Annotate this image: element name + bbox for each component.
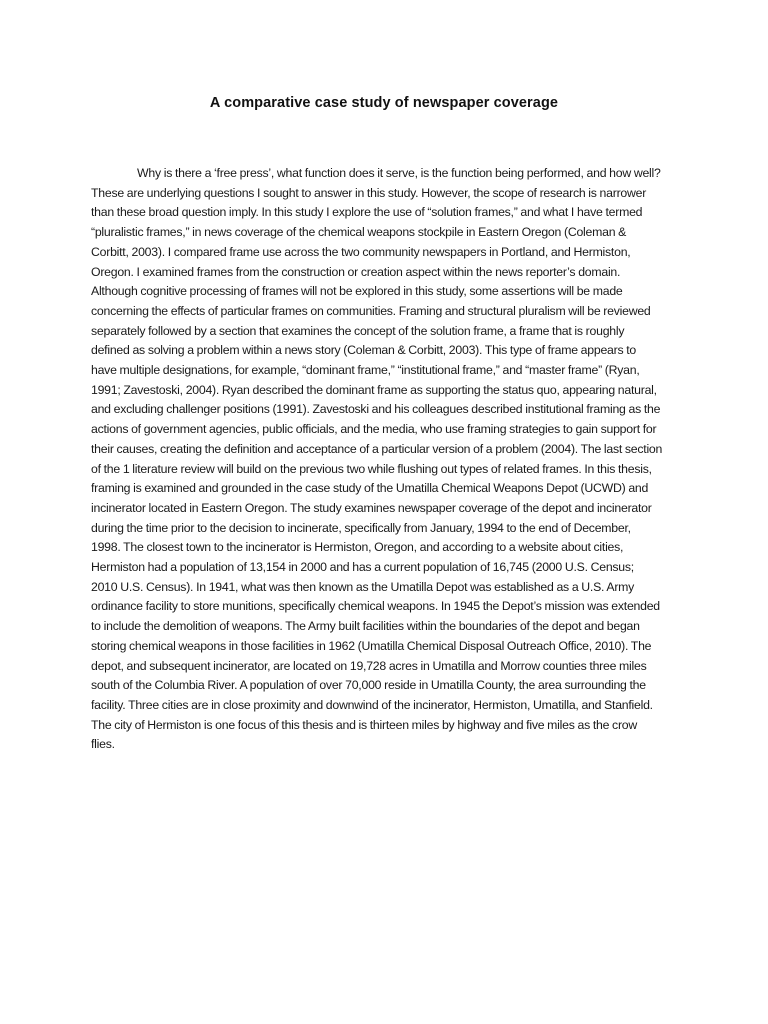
body-paragraph: Why is there a ‘free press’, what function does it serve, is the function being performed, and how well? These are underlying questions I sought to answer in this study. However, the scope of research is narrower than these broad question imply. In this study I explore the use of “solution frames,” and what I have termed “pluralistic frames,” in news coverage of the chemical weapons stockpile in Eastern Oregon (Coleman & Corbitt, 2003). I compared frame use across the two community newspapers in Portland, and Hermiston, Oregon. I examined frames from the construction or creation aspect within the news reporter’s domain. Although cognitive processing of frames will not be explored in this study, some assertions will be made concerning the effects of particular frames on communities. Framing and structural pluralism will be reviewed separately followed by a section that examines the concept of the solution frame, a frame that is roughly defined as solving a problem within a news story (Coleman & Corbitt, 2003). This type of frame appears to have multiple designations, for example, “dominant frame,” “institutional frame,” and “master frame” (Ryan, 1991; Zavestoski, 2004). Ryan described the dominant frame as supporting the status quo, appearing natural, and excluding challenger positions (1991). Zavestoski and his colleagues described institutional framing as the actions of government agencies, public officials, and the media, who use framing strategies to gain support for their causes, creating the definition and acceptance of a particular version of a problem (2004). The last section of the 1 literature review will build on the previous two while flushing out types of related frames. In this thesis, framing is examined and grounded in the case study of the Umatilla Chemical Weapons Depot (UCWD) and incinerator located in Eastern Oregon. The study examines newspaper coverage of the depot and incinerator during the time prior to the decision to incinerate, specifically from January, 1994 to the end of December, 1998. The closest town to the incinerator is Hermiston, Oregon, and according to a website about cities, Hermiston had a population of 13,154 in 2000 and has a current population of 16,745 (2000 U.S. Census; 2010 U.S. Census). In 1941, what was then known as the Umatilla Depot was established as a U.S. Army ordinance facility to store munitions, specifically chemical weapons. In 1945 the Depot’s mission was extended to include the demolition of weapons. The Army built facilities within the boundaries of the depot and began storing chemical weapons in those facilities in 1962 (Umatilla Chemical Disposal Outreach Office, 2010). The depot, and subsequent incinerator, are located on 19,728 acres in Umatilla and Morrow counties three miles south of the Columbia River. A population of over 70,000 reside in Umatilla County, the area surrounding the facility. Three cities are in close proximity and downwind of the incinerator, Hermiston, Umatilla, and Stanfield. The city of Hermiston is one focus of this thesis and is thirteen miles by highway and five miles as the crow flies. [91, 166, 663, 752]
document-title: A comparative case study of newspaper coverage [209, 95, 559, 111]
